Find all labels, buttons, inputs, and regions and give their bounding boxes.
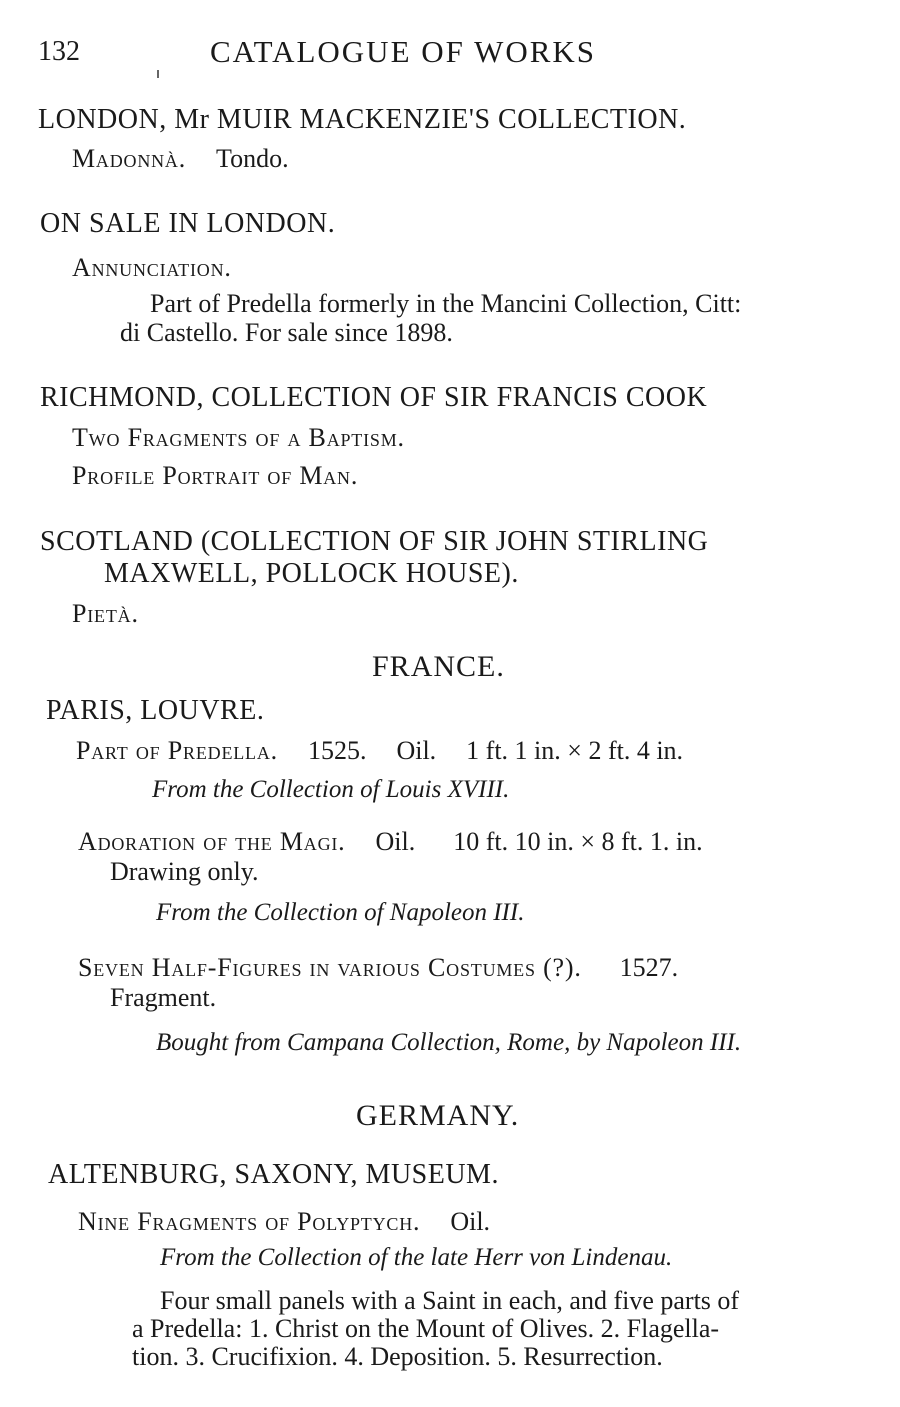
work-year: 1525. — [307, 736, 367, 765]
work-entry-nine-fragments — [78, 1209, 490, 1235]
printer-mark — [157, 70, 159, 78]
work-entry-adoration-magi — [78, 829, 703, 855]
work-provenance: From the Collection of Louis XVIII. — [152, 776, 510, 803]
work-title: Seven Half-Figures in various Costumes (?). — [78, 953, 582, 982]
running-head: CATALOGUE OF WORKS — [210, 34, 597, 69]
location-heading-scotland-line-2: MAXWELL, POLLOCK HOUSE). — [104, 558, 519, 589]
work-year: 1527. — [619, 953, 679, 982]
work-detail: Fragment. — [110, 983, 217, 1012]
location-heading-richmond: RICHMOND, COLLECTION OF SIR FRANCIS COOK — [40, 382, 708, 413]
work-title: Adoration of the Magi. — [78, 827, 346, 856]
work-medium: Oil. — [396, 736, 437, 765]
location-heading-scotland-line-1: SCOTLAND (COLLECTION OF SIR JOHN STIRLING — [40, 526, 709, 557]
work-title-pieta: Pietà. — [72, 599, 139, 628]
work-provenance: Bought from Campana Collection, Rome, by Napoleon III. — [156, 1029, 742, 1056]
work-title-two-fragments: Two Fragments of a Baptism. — [72, 423, 405, 452]
work-note-line-1: Part of Predella formerly in the Mancini Collection, Citt: — [150, 289, 742, 318]
work-entry-seven-half-figures — [78, 955, 678, 981]
work-detail: Drawing only. — [110, 857, 259, 886]
location-heading-louvre: PARIS, LOUVRE. — [46, 695, 265, 726]
work-provenance: From the Collection of Napoleon III. — [156, 899, 525, 926]
location-heading-muir-mackenzie: LONDON, Mr MUIR MACKENZIE'S COLLECTION. — [38, 104, 687, 135]
work-detail: Tondo. — [216, 144, 289, 173]
work-title: Nine Fragments of Polyptych. — [78, 1207, 421, 1236]
work-medium: Oil. — [450, 1207, 491, 1236]
work-note-line-1: Four small panels with a Saint in each, and five parts of — [160, 1286, 740, 1315]
work-title: Part of Predella. — [76, 736, 278, 765]
work-note-line-2: di Castello. For sale since 1898. — [120, 318, 453, 347]
work-title-annunciation: Annunciation. — [72, 253, 232, 282]
page-number: 132 — [38, 36, 80, 67]
location-heading-on-sale-london: ON SALE IN LONDON. — [40, 208, 336, 239]
work-entry-part-of-predella — [76, 738, 683, 764]
work-note-line-2: a Predella: 1. Christ on the Mount of Olives. 2. Flagella- — [132, 1314, 720, 1343]
work-medium: Oil. — [375, 827, 416, 856]
work-provenance: From the Collection of the late Herr von Lindenau. — [160, 1244, 673, 1271]
work-size: 10 ft. 10 in. × 8 ft. 1. in. — [453, 827, 703, 856]
work-size: 1 ft. 1 in. × 2 ft. 4 in. — [466, 736, 684, 765]
work-note-line-3: tion. 3. Crucifixion. 4. Deposition. 5. Resurrection. — [132, 1342, 663, 1371]
location-heading-altenburg: ALTENBURG, SAXONY, MUSEUM. — [48, 1159, 499, 1190]
work-title: Madonnà. — [72, 144, 187, 173]
work-entry-madonna — [72, 146, 289, 172]
country-heading-germany: GERMANY. — [356, 1099, 520, 1132]
country-heading-france: FRANCE. — [372, 650, 505, 683]
work-title-profile-portrait: Profile Portrait of Man. — [72, 461, 359, 490]
